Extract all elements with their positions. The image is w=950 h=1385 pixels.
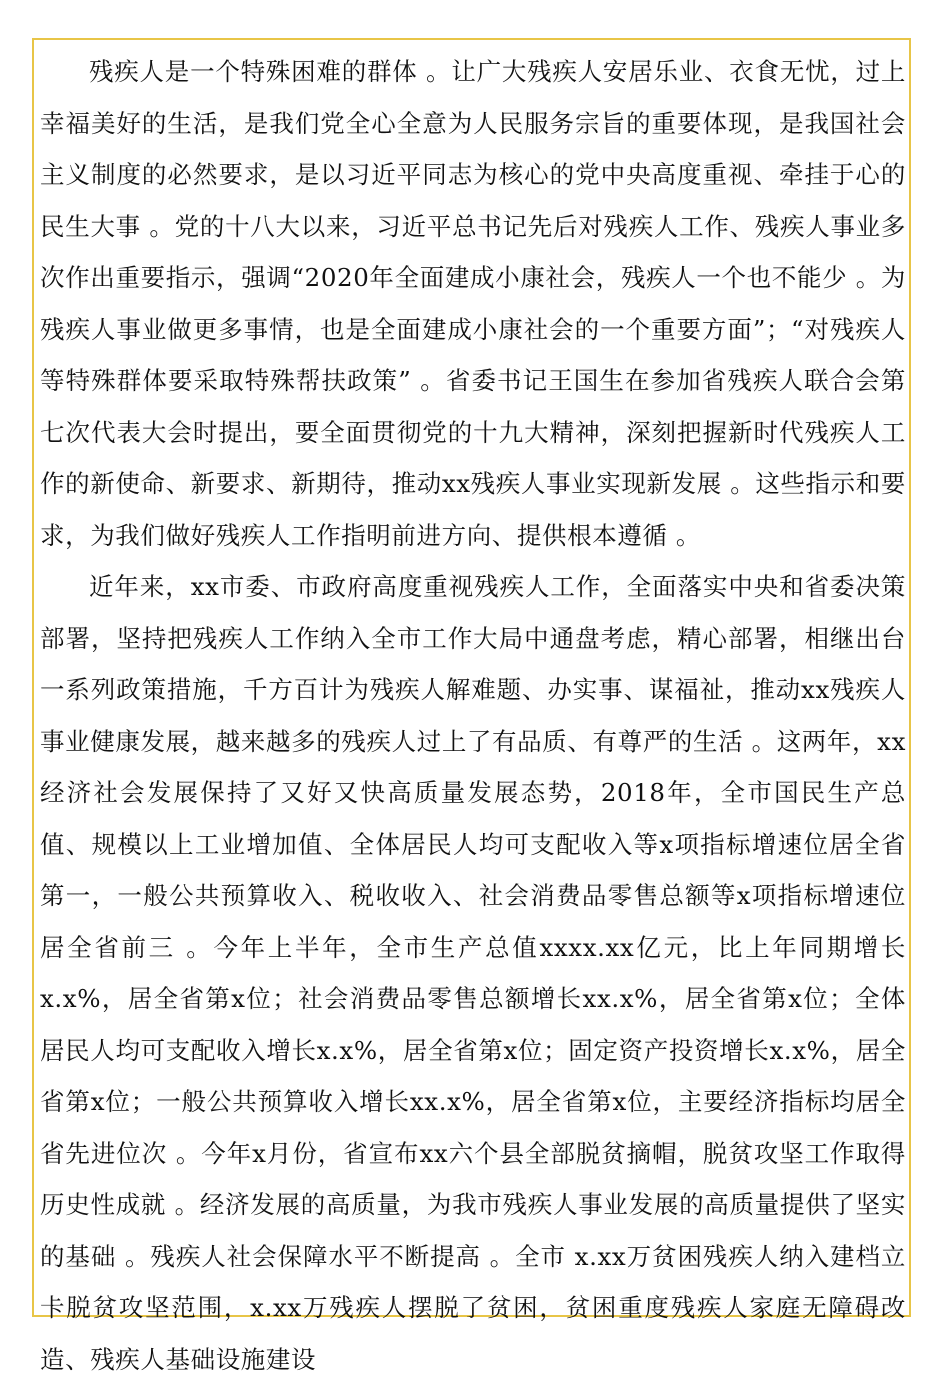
document-body xyxy=(40,46,906,1385)
paragraph-1: 残疾人是一个特殊困难的群体 。让广大残疾人安居乐业、衣食无忧，过上幸福美好的生活，是我们党全心全意为人民服务宗旨的重要体现，是我国社会主义制度的必然要求，是以习近平同志为核心的党中央高度重视、牵挂于心的民生大事 。党的十八大以来，习近平总书记先后对残疾人工作、残疾人事业多次作出重要指示，强调“2020年全面建成小康社会，残疾人一个也不能少 。为残疾人事业做更多事情，也是全面建成小康社会的一个重要方面”；“对残疾人等特殊群体要采取特殊帮扶政策” 。省委书记王国生在参加省残疾人联合会第七次代表大会时提出，要全面贯彻党的十九大精神，深刻把握新时代残疾人工作的新使命、新要求、新期待，推动xx残疾人事业实现新发展 。这些指示和要求，为我们做好残疾人工作指明前进方向、提供根本遵循 。 xyxy=(40,57,906,550)
paragraph-2: 近年来，xx市委、市政府高度重视残疾人工作，全面落实中央和省委决策部署，坚持把残疾人工作纳入全市工作大局中通盘考虑，精心部署，相继出台一系列政策措施，千方百计为残疾人解难题、办实事、谋福祉，推动xx残疾人事业健康发展，越来越多的残疾人过上了有品质、有尊严的生活 。这两年，xx经济社会发展保持了又好又快高质量发展态势，2018年，全市国民生产总值、规模以上工业增加值、全体居民人均可支配收入等x项指标增速位居全省第一，一般公共预算收入、税收收入、社会消费品零售总额等x项指标增速位居全省前三 。今年上半年，全市生产总值xxxx.xx亿元，比上年同期增长x.x%，居全省第x位；社会消费品零售总额增长xx.x%，居全省第x位；全体居民人均可支配收入增长x.x%，居全省第x位；固定资产投资增长x.x%，居全省第x位；一般公共预算收入增长xx.x%，居全省第x位，主要经济指标均居全省先进位次 。今年x月份，省宣布xx六个县全部脱贫摘帽，脱贫攻坚工作取得历史性成就 。经济发展的高质量，为我市残疾人事业发展的高质量提供了坚实的基础 。残疾人社会保障水平不断提高 。全市 x.xx万贫困残疾人纳入建档立卡脱贫攻坚范围，x.xx万残疾人摆脱了贫困，贫困重度残疾人家庭无障碍改造、残疾人基础设施建设 xyxy=(40,572,906,1374)
